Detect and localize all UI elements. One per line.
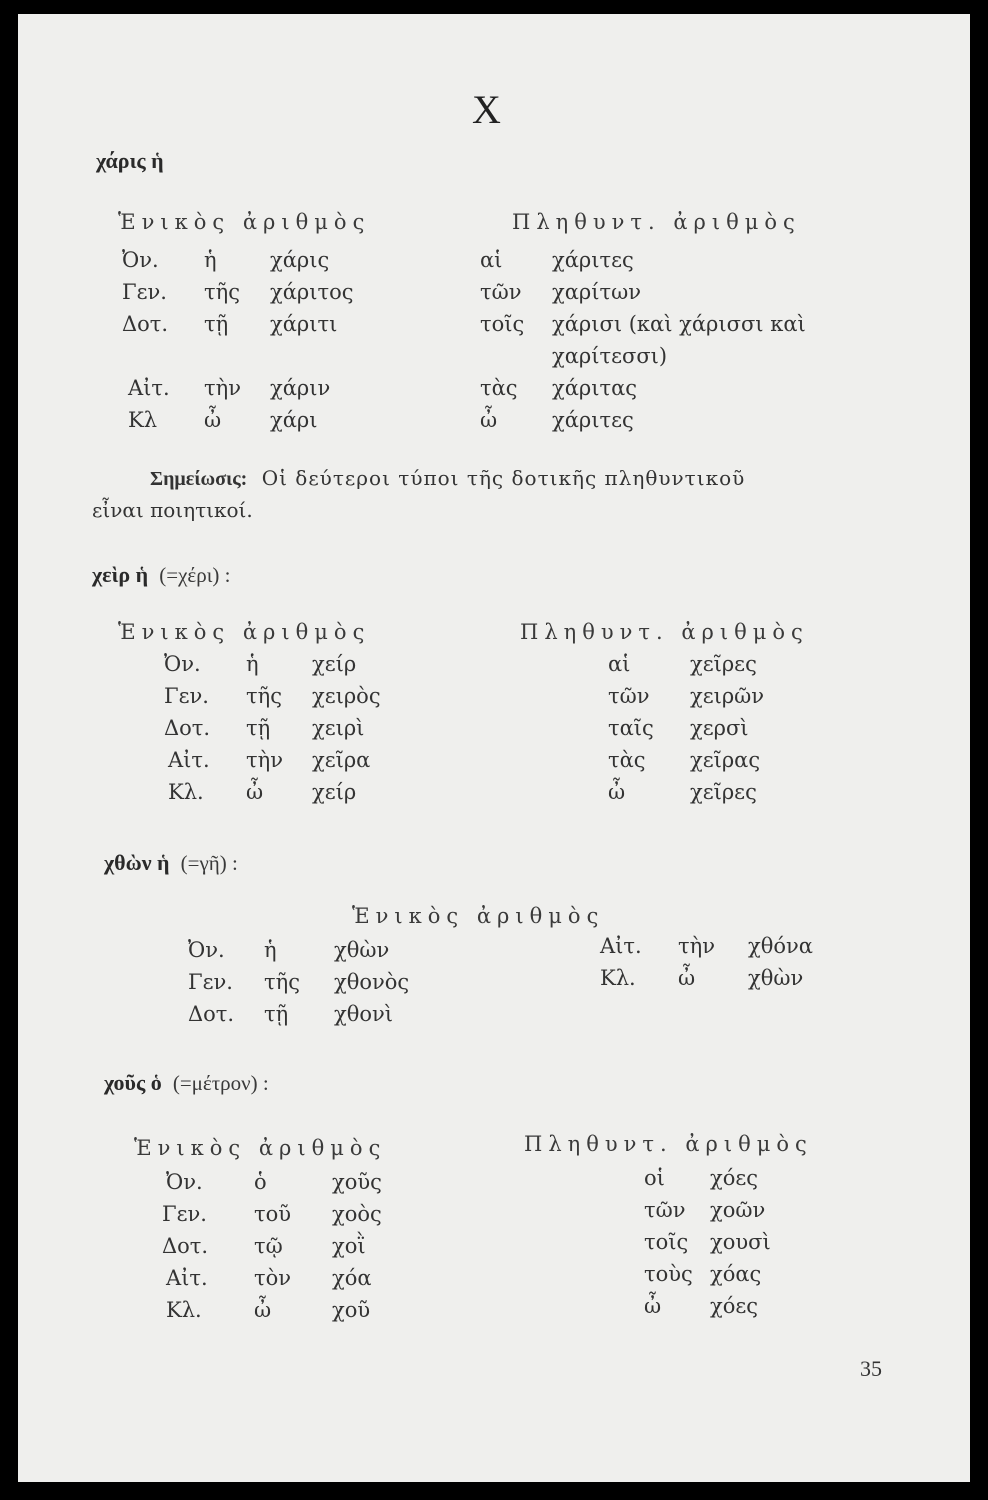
article: τὴν bbox=[204, 376, 241, 400]
article: τῆς bbox=[264, 970, 300, 994]
singular-header: Ἑνικὸς ἀριθμὸς bbox=[118, 210, 371, 234]
plural-form: χόες bbox=[710, 1294, 759, 1318]
plural-article: ὦ bbox=[480, 408, 498, 432]
article: τοῦ bbox=[254, 1202, 292, 1226]
singular-header: Ἑνικὸς ἀριθμὸς bbox=[134, 1136, 387, 1160]
plural-article: αἱ bbox=[608, 652, 631, 676]
case-label: Κλ. bbox=[600, 966, 636, 990]
plural-form: χερσὶ bbox=[690, 716, 749, 740]
case-label: Ὀν. bbox=[166, 1170, 203, 1194]
section-letter: Χ bbox=[472, 87, 501, 132]
case-label: Ὀν. bbox=[188, 938, 225, 962]
form: χάρι bbox=[270, 408, 318, 432]
plural-article: τοὺς bbox=[644, 1262, 693, 1286]
article: τῆς bbox=[204, 280, 240, 304]
plural-form: χεῖρες bbox=[690, 780, 757, 804]
case-label: Κλ bbox=[128, 408, 157, 432]
case-label: Γεν. bbox=[164, 684, 209, 708]
plural-article: ταῖς bbox=[608, 716, 654, 740]
article: τὸν bbox=[254, 1266, 292, 1290]
plural-form: χάριτες bbox=[552, 248, 634, 272]
note-line-1 bbox=[150, 466, 745, 491]
plural-article: τῶν bbox=[608, 684, 650, 708]
article: τὴν bbox=[246, 748, 283, 772]
entry-head-chthon bbox=[104, 850, 238, 876]
entry-head-cheir bbox=[92, 562, 230, 588]
form: χθόνα bbox=[748, 934, 813, 958]
plural-article: τὰς bbox=[480, 376, 518, 400]
case-label: Ὀν. bbox=[164, 652, 201, 676]
case-label: Δοτ. bbox=[122, 312, 169, 336]
case-label: Δοτ. bbox=[162, 1234, 209, 1258]
article: τῷ bbox=[254, 1234, 283, 1258]
plural-article: τῶν bbox=[480, 280, 522, 304]
form: χειρὸς bbox=[312, 684, 381, 708]
article: ὁ bbox=[254, 1170, 267, 1194]
headword: χθὼν ἡ bbox=[104, 850, 170, 875]
form: χάριτι bbox=[270, 312, 338, 336]
form: χθὼν bbox=[748, 966, 804, 990]
singular-header: Ἑνικὸς ἀριθμὸς bbox=[118, 620, 371, 644]
article: τῆς bbox=[246, 684, 282, 708]
note-line-2: εἶναι ποιητικοί. bbox=[92, 498, 253, 522]
case-label: Γεν. bbox=[188, 970, 233, 994]
plural-form: χάρισι (καὶ χάρισσι καὶ bbox=[552, 312, 806, 336]
book-page bbox=[18, 14, 970, 1482]
plural-header: Πληθυντ. ἀριθμὸς bbox=[512, 210, 801, 234]
plural-header: Πληθυντ. ἀριθμὸς bbox=[524, 1132, 813, 1156]
article: ὦ bbox=[678, 966, 696, 990]
article: τῇ bbox=[264, 1002, 289, 1026]
entry-head-chous bbox=[104, 1070, 269, 1096]
form: χάρις bbox=[270, 248, 330, 272]
case-label: Γεν. bbox=[162, 1202, 207, 1226]
plural-article: τοῖς bbox=[480, 312, 525, 336]
plural-article: ὦ bbox=[644, 1294, 662, 1318]
singular-header: Ἑνικὸς ἀριθμὸς bbox=[352, 904, 605, 928]
case-label: Αἰτ. bbox=[166, 1266, 208, 1290]
plural-article: τὰς bbox=[608, 748, 646, 772]
gloss: (=γῆ) : bbox=[180, 851, 238, 875]
plural-form: χεῖρας bbox=[690, 748, 761, 772]
form: χοῒ bbox=[332, 1234, 366, 1258]
plural-article: τῶν bbox=[644, 1198, 686, 1222]
plural-form: χεῖρες bbox=[690, 652, 757, 676]
plural-form: χάριτες bbox=[552, 408, 634, 432]
form: χεῖρα bbox=[312, 748, 371, 772]
entry-head-charis: χάρις ἡ bbox=[96, 148, 164, 173]
article: ἡ bbox=[246, 652, 259, 676]
article: ὦ bbox=[254, 1298, 272, 1322]
note-label: Σημείωσις: bbox=[150, 468, 248, 490]
form: χόα bbox=[332, 1266, 372, 1290]
article: ὦ bbox=[246, 780, 264, 804]
headword: χοῦς ὁ bbox=[104, 1070, 162, 1095]
case-label: Κλ. bbox=[168, 780, 204, 804]
plural-article: αἱ bbox=[480, 248, 503, 272]
plural-form: χόες bbox=[710, 1166, 759, 1190]
case-label: Δοτ. bbox=[164, 716, 211, 740]
note-text: Οἱ δεύτεροι τύποι τῆς δοτικῆς πληθυντικοῦ bbox=[261, 466, 746, 490]
form: χθονὸς bbox=[334, 970, 410, 994]
case-label: Γεν. bbox=[122, 280, 167, 304]
article: τῇ bbox=[246, 716, 271, 740]
form: χθὼν bbox=[334, 938, 390, 962]
plural-form: χειρῶν bbox=[690, 684, 765, 708]
case-label: Κλ. bbox=[166, 1298, 202, 1322]
form: χειρὶ bbox=[312, 716, 365, 740]
plural-article: ὦ bbox=[608, 780, 626, 804]
page-number: 35 bbox=[860, 1356, 882, 1381]
plural-article: οἱ bbox=[644, 1166, 665, 1190]
form: χείρ bbox=[312, 780, 357, 804]
article: ἡ bbox=[264, 938, 277, 962]
form: χοὸς bbox=[332, 1202, 382, 1226]
plural-form: χάριτας bbox=[552, 376, 638, 400]
form: χοῦς bbox=[332, 1170, 382, 1194]
plural-form: χουσὶ bbox=[710, 1230, 771, 1254]
form: χείρ bbox=[312, 652, 357, 676]
article: ὦ bbox=[204, 408, 222, 432]
form: χάριτος bbox=[270, 280, 354, 304]
form: χάριν bbox=[270, 376, 331, 400]
case-label: Αἰτ. bbox=[128, 376, 170, 400]
case-label: Δοτ. bbox=[188, 1002, 235, 1026]
form: χοῦ bbox=[332, 1298, 371, 1322]
article: ἡ bbox=[204, 248, 217, 272]
gloss: (=χέρι) : bbox=[159, 563, 231, 587]
case-label: Αἰτ. bbox=[600, 934, 642, 958]
article: τὴν bbox=[678, 934, 715, 958]
plural-form-continuation: χαρίτεσσι) bbox=[552, 344, 668, 368]
plural-form: χαρίτων bbox=[552, 280, 641, 304]
case-label: Ὀν. bbox=[122, 248, 159, 272]
plural-header: Πληθυντ. ἀριθμὸς bbox=[520, 620, 809, 644]
plural-form: χοῶν bbox=[710, 1198, 766, 1222]
plural-article: τοῖς bbox=[644, 1230, 689, 1254]
headword: χεὶρ ἡ bbox=[92, 562, 149, 587]
plural-form: χόας bbox=[710, 1262, 762, 1286]
case-label: Αἰτ. bbox=[168, 748, 210, 772]
form: χθονὶ bbox=[334, 1002, 394, 1026]
article: τῇ bbox=[204, 312, 229, 336]
gloss: (=μέτρον) : bbox=[172, 1071, 269, 1095]
